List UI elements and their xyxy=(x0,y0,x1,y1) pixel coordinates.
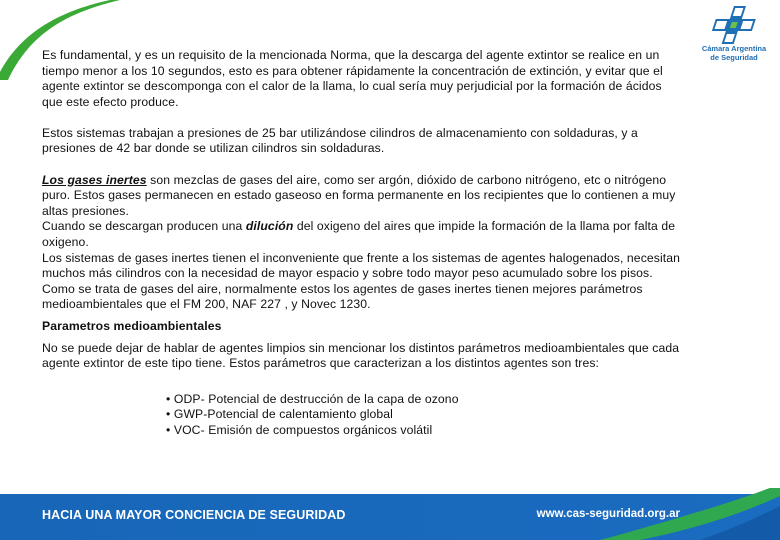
paragraph-inert-gases xyxy=(42,173,684,220)
footer-website-link[interactable]: www.cas-seguridad.org.ar xyxy=(536,508,680,520)
inert-gases-description: son mezclas de gases del aire, como ser argón, dióxido de carbono nitrógeno, etc o nitrógeno puro. Estos gases permanecen en estado gaseoso en forma permanente en los recipientes que lo contienen a muy altas presiones. xyxy=(42,172,676,218)
paragraph-pressures: Estos sistemas trabajan a presiones de 25 bar utilizándose cilindros de almacenamiento con soldaduras, y a presiones de 42 bar donde se utilizan cilindros sin soldaduras. xyxy=(42,125,638,156)
inert-gases-term: Los gases inertes xyxy=(42,172,147,187)
paragraph-discharge-time: Es fundamental, y es un requisito de la mencionada Norma, que la descarga del agente extintor se realice en un tiempo menor a los 10 segundos, esto es para obtener rápidamente la concentración de extinción, y evitar que el agente extintor se descomponga con el calor de la llama, lo cual sería muy perjudicial por la formación de ácidos que este efecto produce. xyxy=(42,48,663,109)
dilution-term: dilución xyxy=(245,219,294,234)
parameters-list xyxy=(166,392,684,439)
document-body xyxy=(42,48,684,438)
logo-text-line2: de Seguridad xyxy=(710,53,758,62)
list-item: • ODP- Potencial de destrucción de la capa de ozono xyxy=(166,392,684,408)
paragraph-environmental-advantage: Como se trata de gases del aire, normalmente estos los agentes de gases inertes tienen mejores parámetros medioambientales que el FM 200, NAF 227 , y Novec 1230. xyxy=(42,281,643,312)
paragraph-parameters-intro: No se puede dejar de hablar de agentes limpios sin mencionar los distintos parámetros medioambientales que cada agente extintor de este tipo tiene. Estos parámetros que caracterizan a los distintos agentes son tres: xyxy=(42,340,680,371)
footer-banner xyxy=(0,488,780,540)
logo-text-line1: Cámara Argentina xyxy=(701,44,767,53)
footer-slogan: HACIA UNA MAYOR CONCIENCIA DE SEGURIDAD xyxy=(42,508,346,522)
list-item: • VOC- Emisión de compuestos orgánicos volátil xyxy=(166,423,684,439)
paragraph-inert-drawback: Los sistemas de gases inertes tienen el inconveniente que frente a los sistemas de agentes halogenados, necesitan muchos más cilindros con la necesidad de mayor espacio y sobre todo mayor peso acumulado sobre los pisos. xyxy=(42,250,681,281)
logo-cross-icon xyxy=(710,6,758,44)
paragraph-dilution: Cuando se descargan producen una dilución del oxigeno del aires que impide la formación de la llama por falta de oxigeno. xyxy=(42,219,676,249)
company-logo xyxy=(694,6,774,62)
list-item: • GWP-Potencial de calentamiento global xyxy=(166,407,684,423)
section-heading-environmental: Parametros medioambientales xyxy=(42,318,222,333)
